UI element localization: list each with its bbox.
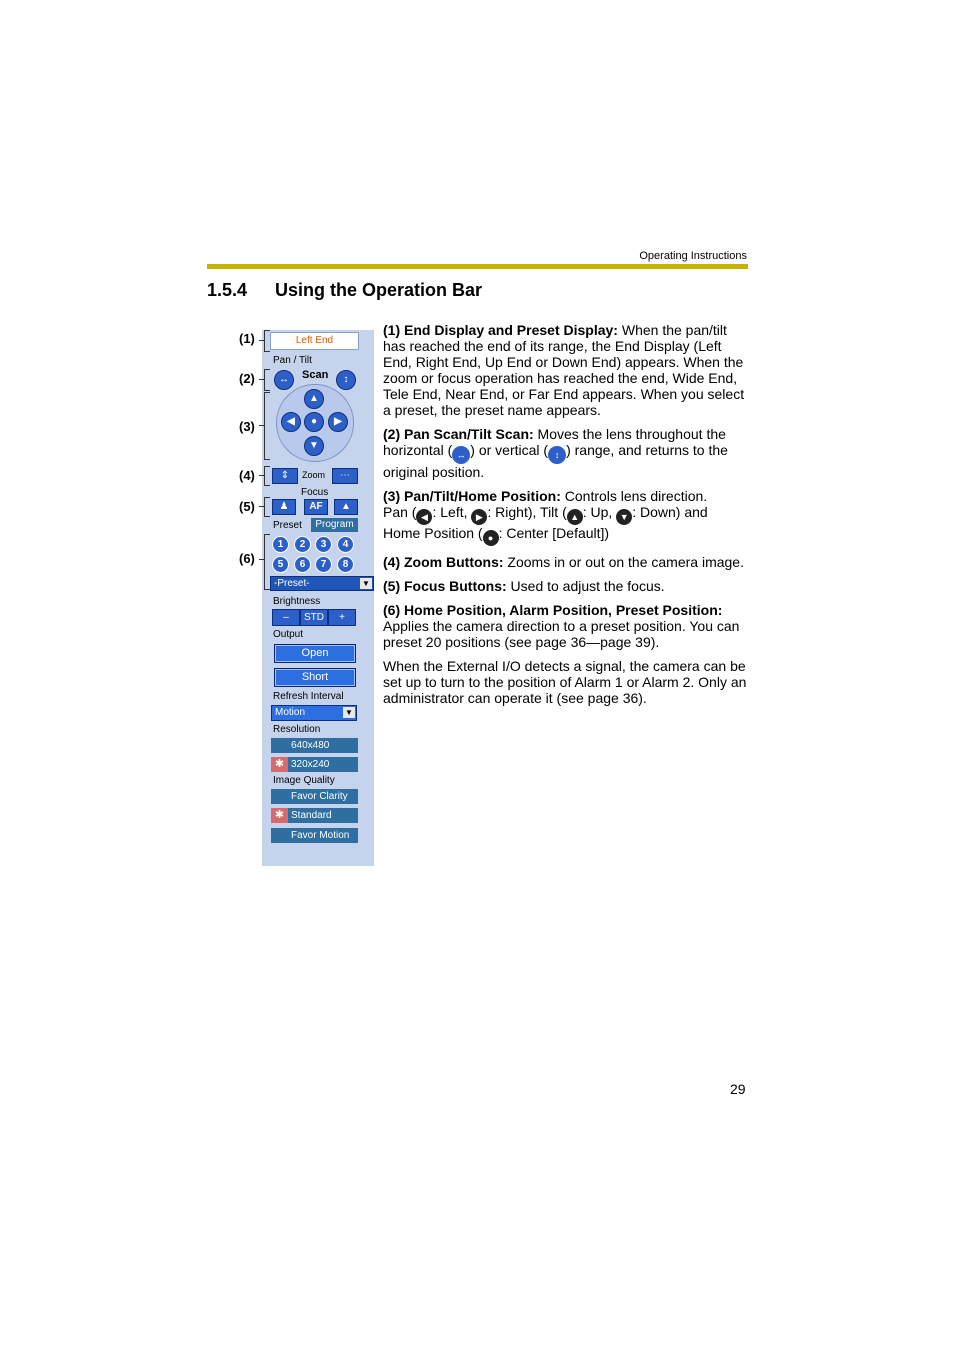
focus-near-button[interactable] [272,499,296,515]
pan-scan-icon: ↔ [452,446,470,464]
preset-select-value: -Preset- [274,578,310,589]
item-body: Applies the camera direction to a preset position. You can preset 20 positions (see page 36—page 39). [383,618,740,650]
tilt-scan-button[interactable] [336,370,356,390]
selected-star-icon: ✱ [271,757,288,772]
brightness-down-button[interactable]: – [272,609,300,626]
bracket-4 [264,466,270,486]
item-body: Used to adjust the focus. [506,578,665,594]
chevron-down-icon: ▼ [360,578,372,589]
preset-button-8[interactable]: 8 [337,556,354,573]
item-heading: (5) Focus Buttons: [383,578,507,594]
item-heading: (3) Pan/Tilt/Home Position: [383,488,561,504]
section-title [207,280,482,301]
item-body: Home Position ( [383,525,483,541]
zoom-tele-icon: ⋯ [340,470,350,481]
item-body: ) or vertical ( [470,442,549,458]
zoom-label: Zoom [302,470,326,480]
person-icon: ♟ [279,501,289,512]
end-display: Left End [270,332,359,350]
callout-6: (6) [239,551,255,566]
item-heading: (4) Zoom Buttons: [383,554,504,570]
page-number: 29 [730,1081,746,1097]
callout-4: (4) [239,468,255,483]
brightness-std-button[interactable]: STD [300,609,328,626]
bracket-line-4 [259,475,264,476]
resolution-320-label: 320x240 [291,759,330,770]
preset-button-3[interactable]: 3 [315,536,332,553]
preset-button-1[interactable]: 1 [272,536,289,553]
item-body: Controls lens direction. [560,488,708,504]
resolution-label: Resolution [273,724,321,735]
bracket-line-6 [259,559,264,560]
refresh-interval-label: Refresh Interval [273,691,344,702]
brightness-up-button[interactable]: + [328,609,356,626]
pan-scan-button[interactable] [274,370,294,390]
callout-3: (3) [239,419,255,434]
item-body: Zooms in or out on the camera image. [503,554,744,570]
bracket-2 [264,369,270,391]
item-body: When the pan/tilt has reached the end of its range, the End Display (Left End, Right End, Up End or Down End) appears. When the zoom or focus operation has reached the end, Wide End, Tele End, Near End, or Far End appears. When you select a preset, the preset name appears. [383,322,745,418]
note-paragraph: When the External I/O detects a signal, the camera can be set up to turn to the position of Alarm 1 or Alarm 2. Only an administrator can operate it (see page 36). [383,658,747,706]
brightness-label: Brightness [273,596,321,607]
item-body: Moves the lens throughout the horizontal ( [383,426,726,458]
preset-button-2[interactable]: 2 [294,536,311,553]
tilt-down-button[interactable] [304,436,324,456]
preset-label: Preset [273,520,302,531]
resolution-640-label: 640x480 [291,740,330,751]
item-4 [383,554,749,570]
bracket-5 [264,497,270,517]
item-heading: (6) Home Position, Alarm Position, Preset Position: [383,602,723,618]
home-position-button[interactable] [304,412,324,432]
item-6 [383,602,749,650]
quality-standard-label: Standard [291,810,332,821]
output-short-button[interactable]: Short [274,668,356,687]
callout-5: (5) [239,499,255,514]
item-body: ) range, and returns to the original position. [383,442,728,480]
up-arrow-icon: ▲ [567,509,583,525]
preset-button-7[interactable]: 7 [315,556,332,573]
output-open-button[interactable]: Open [274,644,356,663]
output-label: Output [273,629,304,640]
item-heading: (2) Pan Scan/Tilt Scan: [383,426,534,442]
tilt-scan-icon: ↕ [548,446,566,464]
quality-clarity-button[interactable] [271,789,358,804]
preset-button-5[interactable]: 5 [272,556,289,573]
section-number: 1.5.4 [207,280,248,300]
home-dot-icon: ● [310,416,318,427]
item-heading: (1) End Display and Preset Display: [383,322,618,338]
header-rule [207,264,748,269]
focus-far-button[interactable] [334,499,358,515]
quality-motion-button[interactable] [271,828,358,843]
refresh-interval-select[interactable] [271,705,357,721]
preset-button-4[interactable]: 4 [337,536,354,553]
section-title-text: Using the Operation Bar [275,280,483,300]
item-5 [383,578,749,594]
preset-button-6[interactable]: 6 [294,556,311,573]
selected-star-icon: ✱ [271,808,288,823]
bracket-line-2 [259,379,264,380]
left-arrow-icon: ◀ [287,416,295,427]
description-column [383,322,749,714]
bracket-3 [264,392,270,460]
resolution-320-button[interactable] [271,757,358,772]
item-body: : Right), Tilt ( [487,504,567,520]
item-body: : Up, [582,504,617,520]
pan-right-button[interactable] [328,412,348,432]
preset-select[interactable] [270,576,374,591]
focus-label: Focus [301,487,329,498]
up-arrow-icon: ▲ [309,393,319,404]
item-body: : Down) and [632,504,708,520]
down-arrow-icon: ▼ [616,509,632,525]
item-body: Pan ( [383,504,417,520]
zoom-wide-button[interactable] [272,468,298,484]
item-body: : Center [Default]) [498,525,610,541]
item-1 [383,322,749,418]
refresh-interval-value: Motion [275,707,306,718]
tilt-up-button[interactable] [304,389,324,409]
pan-left-button[interactable] [281,412,301,432]
pan-tilt-label: Pan / Tilt [273,355,312,366]
header-label: Operating Instructions [639,250,747,262]
quality-standard-button[interactable] [271,808,358,823]
auto-focus-button[interactable]: AF [304,499,328,515]
callout-1: (1) [239,331,255,346]
home-dot-icon: ● [483,530,499,546]
scan-label: Scan [302,369,329,381]
left-arrow-icon: ◀ [416,509,432,525]
item-3 [383,488,749,546]
right-arrow-icon: ▶ [471,509,487,525]
chevron-down-icon: ▼ [343,707,355,718]
image-quality-label: Image Quality [273,775,335,786]
tab-program[interactable]: Program [311,518,358,532]
zoom-tele-button[interactable] [332,468,358,484]
bracket-line-5 [259,506,264,507]
zoom-wide-icon: ⇕ [280,470,290,481]
quality-clarity-label: Favor Clarity [291,791,348,802]
down-arrow-icon: ▼ [309,440,319,451]
right-arrow-icon: ▶ [334,416,342,427]
mountain-icon: ▲ [341,501,351,512]
pan-scan-icon: ↔ [279,374,289,385]
callout-2: (2) [239,371,255,386]
tilt-scan-icon: ↕ [343,374,349,385]
resolution-640-button[interactable] [271,738,358,753]
quality-motion-label: Favor Motion [291,830,350,841]
item-body: : Left, [432,504,472,520]
bracket-line-1 [259,340,264,341]
item-2 [383,426,749,480]
bracket-line-3 [259,425,264,426]
